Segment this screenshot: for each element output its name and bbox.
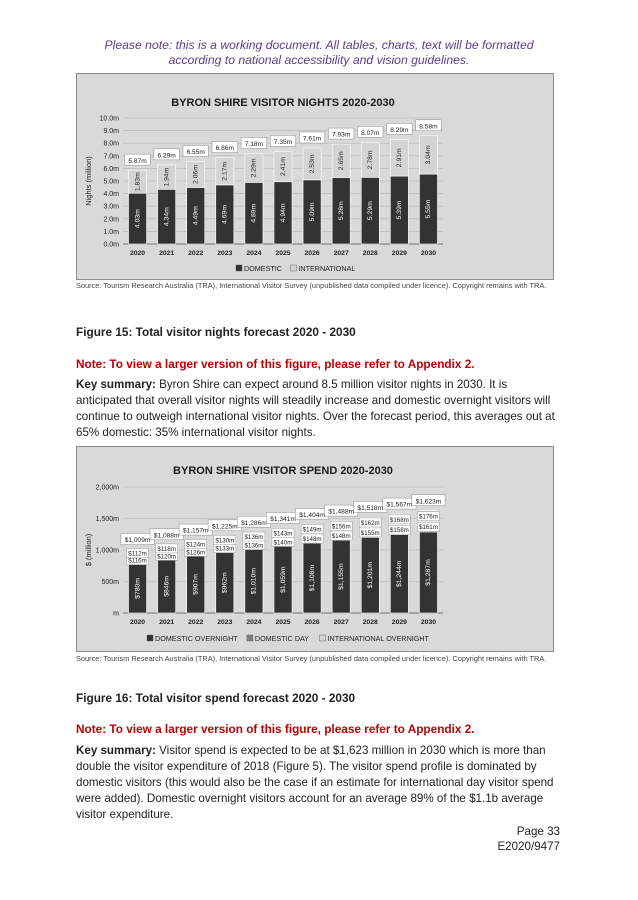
data-label: $846m (163, 575, 171, 597)
legend-swatch (247, 635, 253, 641)
y-tick-label: 4.0m (103, 191, 119, 199)
data-label: $143m (273, 530, 293, 538)
y-axis-title: $ (million) (84, 533, 93, 567)
data-label: $149m (302, 526, 322, 534)
x-tick-label: 2021 (159, 619, 175, 626)
data-label: $136m (244, 533, 264, 541)
legend-label: INTERNATIONAL OVERNIGHT (327, 634, 429, 643)
x-tick-label: 2021 (159, 250, 175, 257)
x-tick-label: 2028 (362, 250, 378, 257)
data-label: 5.09m (308, 202, 316, 222)
figure-15-note: Note: To view a larger version of this figure, please refer to Appendix 2. (76, 357, 475, 371)
total-label: $1,009m (124, 537, 151, 545)
total-label: $1,225m (211, 523, 238, 531)
total-label: 5.87m (128, 157, 147, 165)
y-tick-label: 10.0m (99, 115, 119, 123)
figure-16-note: Note: To view a larger version of this figure, please refer to Appendix 2. (76, 722, 475, 736)
data-label: $176m (418, 513, 438, 521)
data-label: $120m (157, 553, 177, 561)
y-tick-label: 2,000m (95, 484, 119, 492)
data-label: 4.89m (250, 203, 258, 223)
x-tick-label: 2027 (333, 250, 349, 257)
total-label: $1,518m (357, 504, 384, 512)
data-label: 2.06m (192, 165, 200, 184)
legend-label: DOMESTIC OVERNIGHT (155, 634, 238, 643)
data-label: $126m (186, 549, 206, 557)
legend-label: DOMESTIC DAY (254, 634, 310, 643)
total-label: 6.55m (186, 149, 205, 157)
legend-swatch (147, 635, 153, 641)
y-axis-title: Nights (million) (84, 156, 93, 206)
y-tick-label: 9.0m (103, 128, 119, 136)
data-label: $155m (360, 529, 380, 537)
y-tick-label: 2.0m (103, 216, 119, 224)
data-label: $1,155m (337, 563, 345, 590)
x-tick-label: 2027 (333, 619, 349, 626)
x-tick-label: 2022 (188, 250, 204, 257)
figure-15-caption: Figure 15: Total visitor nights forecast 2020 - 2030 (76, 325, 356, 339)
data-label: $156m (331, 523, 351, 531)
data-label: $1,108m (308, 564, 316, 592)
data-label: $148m (331, 532, 351, 540)
data-label: $140m (273, 539, 293, 547)
page-footer (497, 824, 560, 854)
total-label: $1,157m (182, 527, 209, 535)
legend-label: INTERNATIONAL (298, 264, 356, 273)
total-label: 6.86m (215, 145, 234, 153)
page-number: Page 33 (516, 825, 560, 838)
y-tick-label: 0.0m (103, 241, 119, 249)
y-tick-label: 1,500m (95, 516, 119, 523)
data-label: $130m (215, 537, 235, 545)
x-tick-label: 2026 (304, 250, 320, 257)
total-label: $1,286m (241, 519, 267, 527)
total-label: 7.18m (244, 141, 264, 149)
x-tick-label: 2020 (129, 619, 146, 626)
data-label: $907m (192, 574, 200, 595)
x-tick-label: 2025 (275, 619, 291, 626)
data-label: $136m (244, 542, 264, 550)
data-label: $158m (389, 527, 409, 535)
chart-title: BYRON SHIRE VISITOR NIGHTS 2020-2030 (171, 97, 395, 109)
y-tick-label: 1.0m (103, 228, 119, 236)
data-label: 2.17m (221, 161, 229, 181)
data-label: 2.91m (396, 148, 404, 168)
x-tick-label: 2024 (246, 250, 262, 257)
total-label: 8.58m (419, 123, 438, 131)
y-tick-label: 7.0m (103, 153, 119, 161)
y-tick-label: 3.0m (103, 203, 119, 211)
data-label: $1,201m (367, 561, 375, 589)
data-label: $162m (360, 519, 380, 527)
data-label: $116m (128, 557, 147, 565)
x-tick-label: 2024 (246, 619, 262, 626)
data-label: $1,244m (396, 560, 404, 588)
x-tick-label: 2020 (129, 250, 146, 257)
data-label: 1.94m (163, 167, 171, 187)
x-tick-label: 2025 (275, 250, 291, 257)
data-label: $780m (134, 578, 142, 599)
data-label: 2.65m (337, 151, 345, 171)
data-label: 2.53m (308, 154, 316, 174)
x-tick-label: 2030 (420, 250, 437, 257)
y-tick-label: 8.0m (103, 140, 119, 148)
data-label: 4.69m (221, 205, 229, 224)
y-tick-label: 1,000m (95, 547, 119, 555)
total-label: 7.93m (332, 131, 351, 139)
total-label: $1,623m (415, 498, 442, 506)
key-summary-text: Byron Shire can expect around 8.5 million visitor nights in 2030. It is anticipated that overall visitor nights will steadily increase and domestic overnight visitors will continue to outweigh international visitor nights. Over the forecast period, this averages out at 65% domestic: 35% international visitor nights. (76, 378, 555, 439)
key-summary-label: Key summary: (76, 744, 156, 757)
y-tick-label: 500m (101, 579, 119, 586)
y-tick-label: 6.0m (103, 165, 119, 173)
x-tick-label: 2026 (304, 619, 320, 626)
data-label: $1,287m (425, 559, 433, 586)
data-label: $1,010m (250, 567, 258, 595)
data-label: 4.49m (192, 206, 200, 226)
total-label: 8.07m (361, 129, 380, 137)
figure-16-summary (76, 743, 566, 823)
data-label: $124m (186, 541, 206, 549)
data-label: $112m (128, 550, 147, 558)
data-label: $168m (389, 516, 409, 524)
notice-line-2: according to national accessibility and vision guidelines. (168, 53, 470, 67)
data-label: 5.29m (367, 201, 375, 221)
legend-swatch (320, 635, 326, 641)
key-summary-label: Key summary: (76, 378, 156, 391)
data-label: 2.29m (250, 158, 258, 178)
document-reference: E2020/9477 (497, 840, 560, 853)
total-label: $1,488m (328, 508, 355, 516)
total-label: $1,567m (386, 501, 413, 509)
visitor-nights-chart-svg (77, 74, 553, 279)
visitor-spend-chart-svg (77, 447, 553, 651)
x-tick-label: 2023 (217, 619, 233, 626)
total-label: 8.29m (390, 127, 409, 135)
legend-label: DOMESTIC (244, 264, 282, 273)
data-label: $161m (418, 524, 438, 532)
x-tick-label: 2029 (391, 250, 407, 257)
legend-swatch (290, 265, 296, 271)
total-label: $1,404m (299, 512, 325, 520)
y-tick-label: 5.0m (103, 178, 119, 186)
working-document-notice (0, 38, 638, 68)
data-label: 5.55m (425, 199, 433, 219)
total-label: $1,088m (153, 532, 180, 540)
total-label: 7.61m (302, 135, 322, 143)
x-tick-label: 2029 (391, 619, 407, 626)
figure-16-caption: Figure 16: Total visitor spend forecast 2020 - 2030 (76, 691, 356, 705)
x-tick-label: 2028 (362, 619, 378, 626)
figure-15-summary (76, 377, 566, 441)
data-label: 2.78m (367, 150, 375, 170)
data-label: 4.94m (279, 203, 287, 223)
x-tick-label: 2030 (420, 619, 437, 626)
data-label: 3.04m (425, 145, 433, 165)
total-label: $1,341m (270, 516, 296, 524)
chart2-source: Source: Tourism Research Australia (TRA), International Visitor Survey (unpublished data compiled under licence). Copyright remains with TRA. (76, 654, 547, 663)
visitor-nights-chart (76, 73, 554, 280)
visitor-spend-chart (76, 446, 554, 652)
notice-line-1: Please note: this is a working document. All tables, charts, text will be formatted (104, 38, 534, 52)
data-label: $962m (221, 572, 229, 594)
data-label: 2.41m (279, 157, 287, 177)
data-label: $118m (157, 545, 176, 553)
total-label: 7.35m (273, 138, 293, 146)
data-label: 5.39m (396, 200, 404, 220)
data-label: 1.83m (134, 172, 142, 192)
data-label: $1,059m (279, 566, 287, 593)
x-tick-label: 2022 (188, 619, 204, 626)
data-label: 4.03m (134, 209, 142, 229)
y-tick-label: m (113, 610, 119, 618)
data-label: $133m (215, 545, 235, 553)
data-label: 4.34m (163, 207, 171, 227)
data-label: $148m (302, 535, 322, 543)
data-label: 5.28m (337, 201, 345, 221)
key-summary-text: Visitor spend is expected to be at $1,623 million in 2030 which is more than double the visitor expenditure of 2018 (Figure 5). The visitor spend profile is dominated by domestic visitors (this would also be the case if an estimate for international day visitor spend were added). Domestic overnight visitors account for an average 89% of the $1.1b average visitor expenditure. (76, 744, 554, 821)
chart-title: BYRON SHIRE VISITOR SPEND 2020-2030 (173, 465, 393, 477)
x-tick-label: 2023 (217, 250, 233, 257)
legend-swatch (236, 265, 242, 271)
chart1-source: Source: Tourism Research Australia (TRA), International Visitor Survey (unpublished data compiled under licence). Copyright remains with TRA. (76, 281, 547, 290)
total-label: 6.29m (157, 152, 176, 160)
